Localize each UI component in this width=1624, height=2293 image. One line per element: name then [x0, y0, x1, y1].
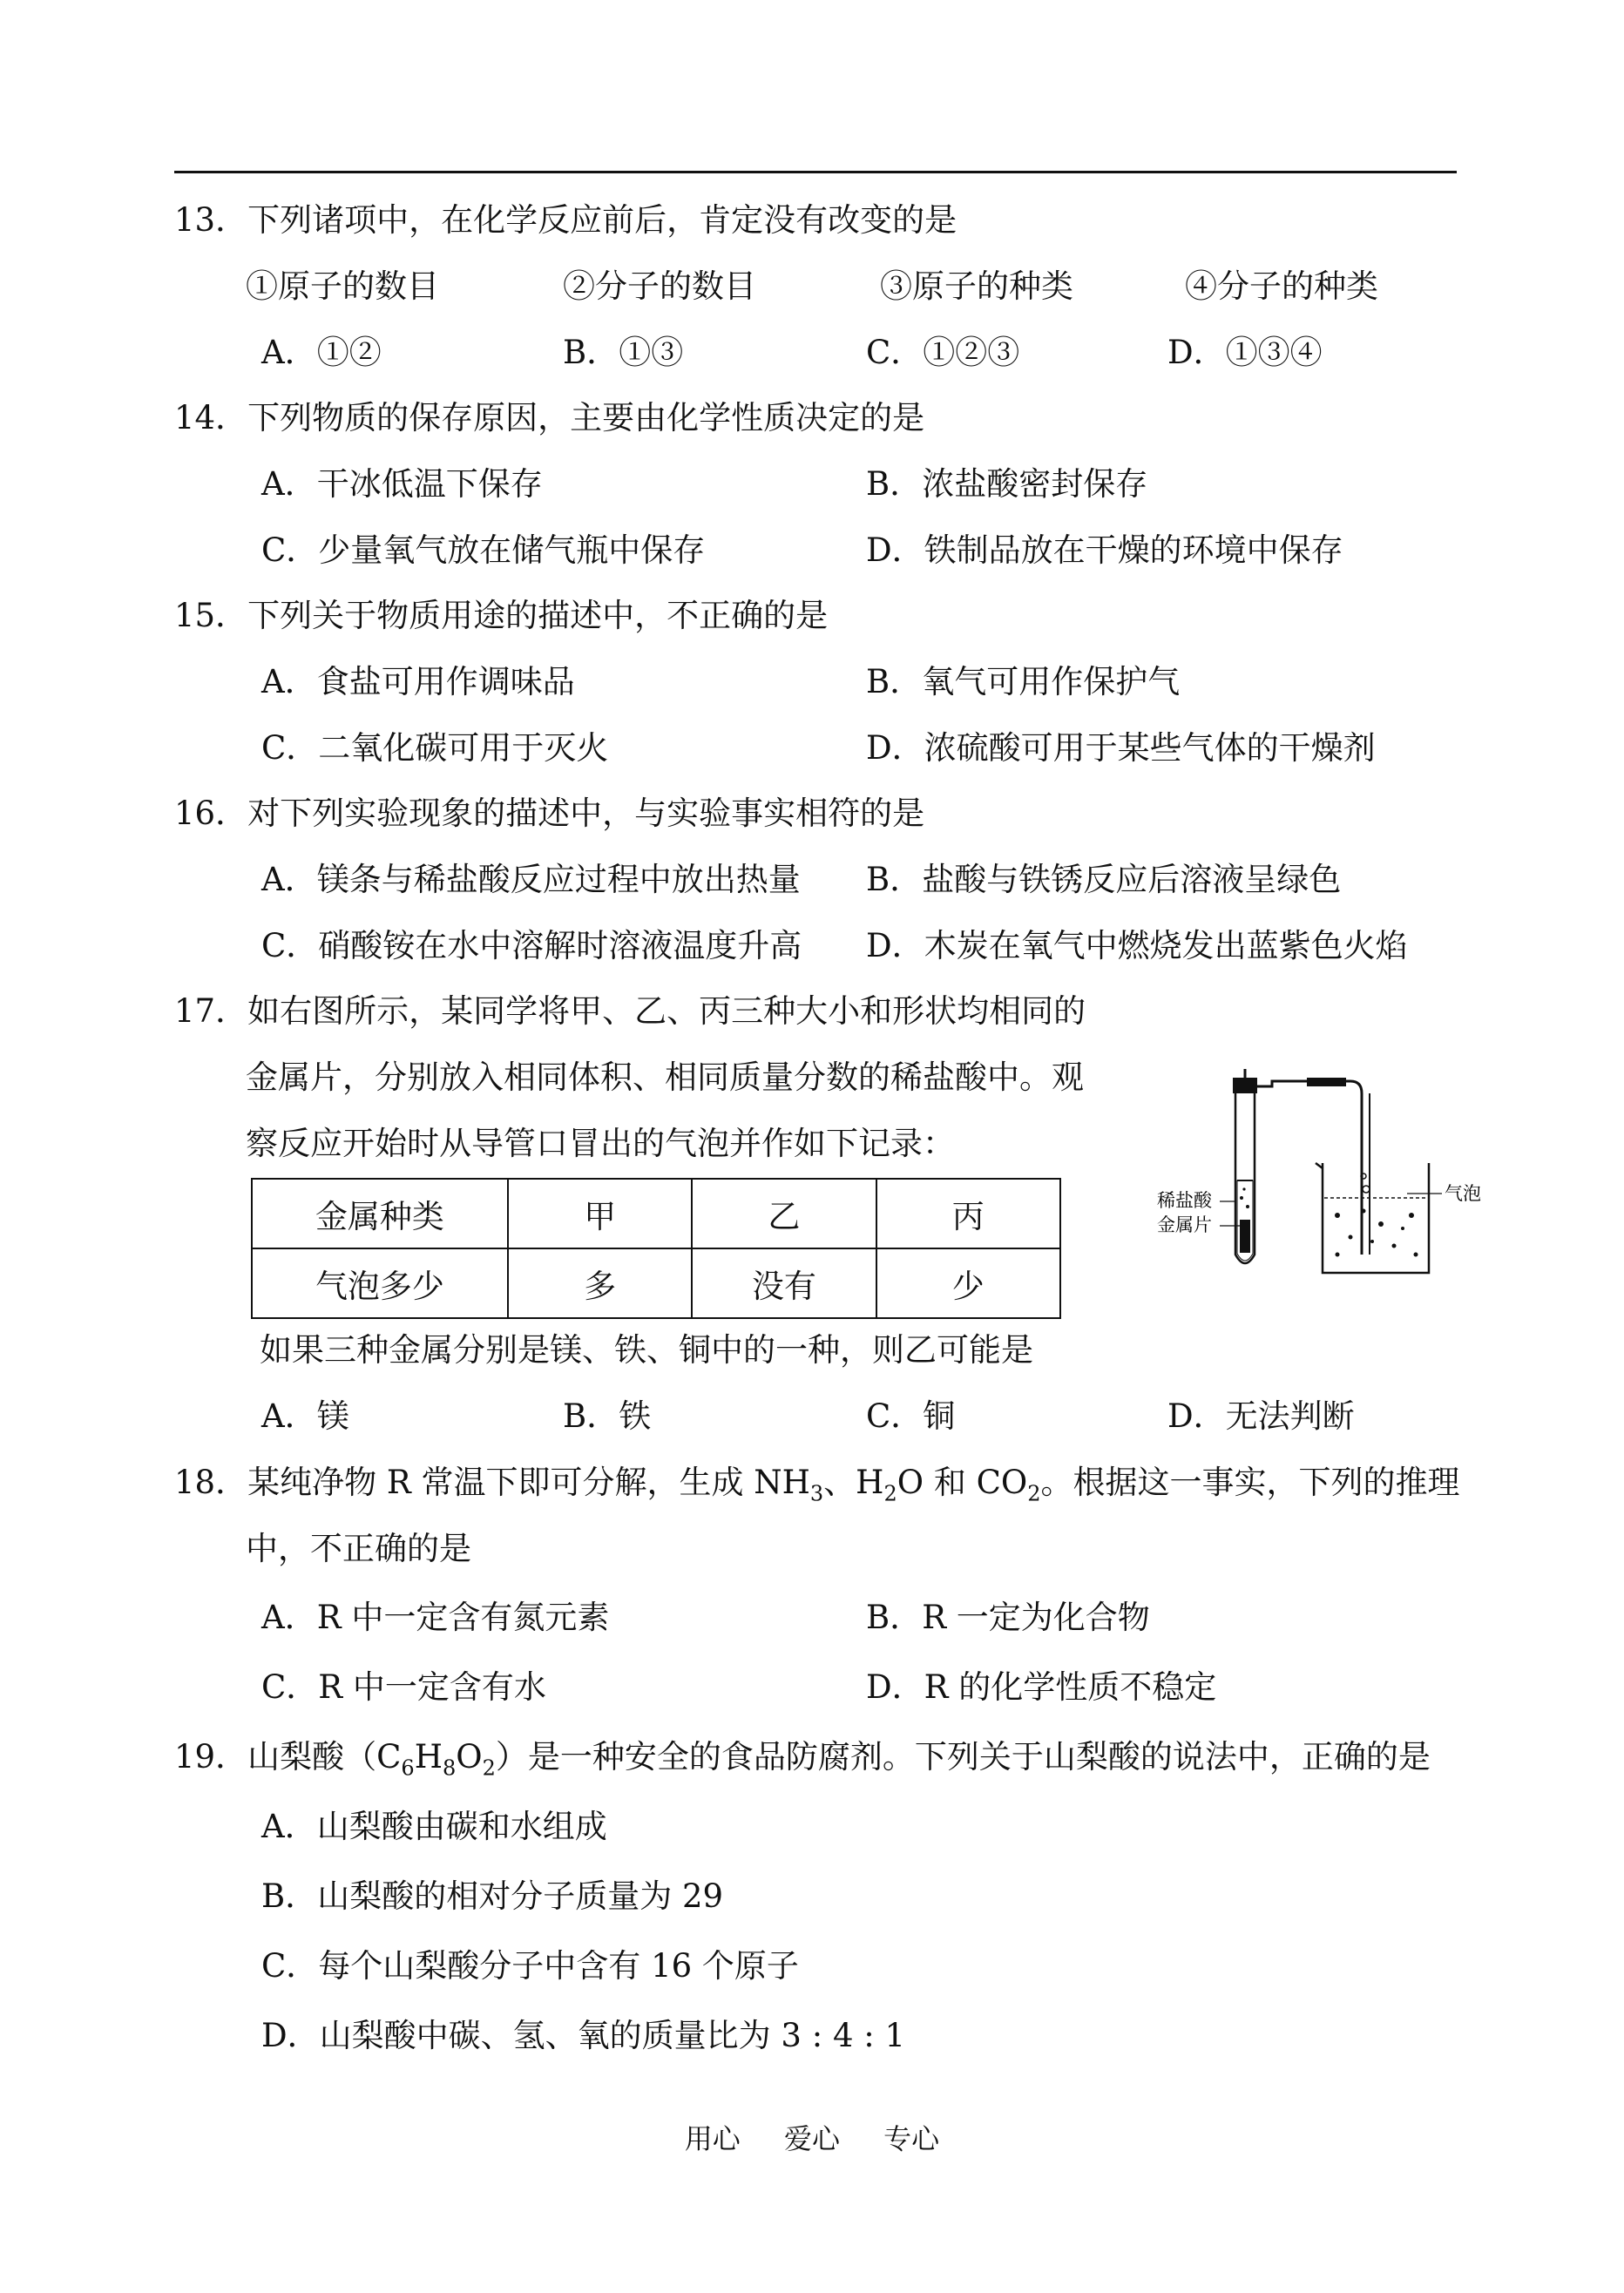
- table-cell: 丙: [876, 1179, 1060, 1248]
- q19-option-c[interactable]: C．每个山梨酸分子中含有 16 个原子: [261, 1947, 799, 1985]
- q14-option-b[interactable]: B．浓盐酸密封保存: [866, 465, 1148, 503]
- q13-option-c[interactable]: C．①②③: [866, 334, 1020, 371]
- q15-stem: 15．下列关于物质用途的描述中，不正确的是: [174, 597, 829, 634]
- q14-option-c[interactable]: C．少量氧气放在储气瓶中保存: [261, 531, 706, 569]
- q16-stem: 16．对下列实验现象的描述中，与实验事实相符的是: [174, 795, 925, 832]
- test-tube: [1233, 1078, 1257, 1263]
- q13-item-4: ④分子的种类: [1185, 267, 1378, 305]
- q18-stem-line-2: 中，不正确的是: [246, 1530, 471, 1567]
- table-cell: 金属种类: [252, 1179, 508, 1248]
- q19-stem: 19．山梨酸$(C_6H_8O_2)$是一种安全的食品防腐剂。下列关于山梨酸的说法中，正确的是: [174, 1738, 1431, 1781]
- table-cell: 少: [876, 1248, 1060, 1318]
- q17-option-d[interactable]: D．无法判断: [1167, 1397, 1355, 1435]
- table-cell: 乙: [692, 1179, 876, 1248]
- table-cell: 没有: [692, 1248, 876, 1318]
- q13-item-3: ③原子的种类: [880, 267, 1073, 305]
- q16-option-a[interactable]: A．镁条与稀盐酸反应过程中放出热量: [261, 861, 801, 898]
- q13-option-b[interactable]: B．①③: [563, 334, 684, 371]
- q17-option-b[interactable]: B．铁: [563, 1397, 652, 1435]
- footer-word: 专心: [883, 2122, 940, 2155]
- table-cell: 气泡多少: [252, 1248, 508, 1318]
- q16-option-b[interactable]: B．盐酸与铁锈反应后溶液呈绿色: [866, 861, 1342, 898]
- beaker: [1316, 1163, 1429, 1273]
- q15-option-a[interactable]: A．食盐可用作调味品: [261, 663, 575, 700]
- q13-item-2: ②分子的数目: [563, 267, 756, 305]
- footer-word: 用心: [684, 2122, 741, 2155]
- q17-apparatus-figure: [1150, 1067, 1499, 1285]
- q17-stem-line-3: 察反应开始时从导管口冒出的气泡并作如下记录：: [246, 1125, 955, 1162]
- q17-metal-table: [251, 1178, 1061, 1319]
- footer-word: 爱心: [783, 2122, 840, 2155]
- q18-option-b[interactable]: B．R 一定为化合物: [866, 1599, 1150, 1636]
- q14-option-a[interactable]: A．干冰低温下保存: [261, 465, 543, 503]
- q15-option-d[interactable]: D．浓硫酸可用于某些气体的干燥剂: [866, 729, 1376, 767]
- header-rule: [174, 171, 1457, 173]
- q17-stem-line-1: 17．如右图所示，某同学将甲、乙、丙三种大小和形状均相同的: [174, 992, 1086, 1030]
- q15-option-c[interactable]: C．二氧化碳可用于灭火: [261, 729, 609, 767]
- q13-stem: 13．下列诸项中，在化学反应前后，肯定没有改变的是: [174, 201, 957, 239]
- q15-option-b[interactable]: B．氧气可用作保护气: [866, 663, 1181, 700]
- delivery-tube: [1245, 1069, 1362, 1255]
- table-cell: 甲: [508, 1179, 692, 1248]
- page-footer: [0, 2117, 1624, 2157]
- table-row: [252, 1179, 1060, 1248]
- q17-option-c[interactable]: C．铜: [866, 1397, 956, 1435]
- q18-stem: 18．某纯净物 R 常温下即可分解，生成 $NH_3$、$H_2O$ 和 $CO_2$。根据这一事实，下列的推理: [174, 1464, 1460, 1506]
- q13-item-1: ①原子的数目: [246, 267, 439, 305]
- q19-option-b[interactable]: B．山梨酸的相对分子质量为 29: [261, 1877, 724, 1915]
- q17-followup: 如果三种金属分别是镁、铁、铜中的一种，则乙可能是: [260, 1331, 1033, 1369]
- q13-option-d[interactable]: D．①③④: [1167, 334, 1323, 371]
- q19-option-d[interactable]: D．山梨酸中碳、氢、氧的质量比为 3 : 4 : 1: [261, 2017, 906, 2054]
- q16-option-c[interactable]: C．硝酸铵在水中溶解时溶液温度升高: [261, 927, 802, 964]
- label-metal: 金属片: [1157, 1214, 1212, 1235]
- q18-option-a[interactable]: A．R 中一定含有氮元素: [261, 1599, 610, 1636]
- q17-option-a[interactable]: A．镁: [261, 1397, 349, 1435]
- table-row: [252, 1248, 1060, 1318]
- q14-stem: 14．下列物质的保存原因，主要由化学性质决定的是: [174, 399, 925, 436]
- q19-option-a[interactable]: A．山梨酸由碳和水组成: [261, 1808, 607, 1845]
- q18-option-c[interactable]: C．R 中一定含有水: [261, 1668, 546, 1706]
- q17-stem-line-2: 金属片，分别放入相同体积、相同质量分数的稀盐酸中。观: [246, 1059, 1084, 1096]
- label-bubbles: 气泡: [1445, 1183, 1481, 1204]
- q14-option-d[interactable]: D．铁制品放在干燥的环境中保存: [866, 531, 1343, 569]
- q13-option-a[interactable]: A．①②: [261, 334, 382, 371]
- q18-option-d[interactable]: D．R 的化学性质不稳定: [866, 1668, 1217, 1706]
- q16-option-d[interactable]: D．木炭在氧气中燃烧发出蓝紫色火焰: [866, 927, 1408, 964]
- label-acid: 稀盐酸: [1157, 1190, 1212, 1211]
- table-cell: 多: [508, 1248, 692, 1318]
